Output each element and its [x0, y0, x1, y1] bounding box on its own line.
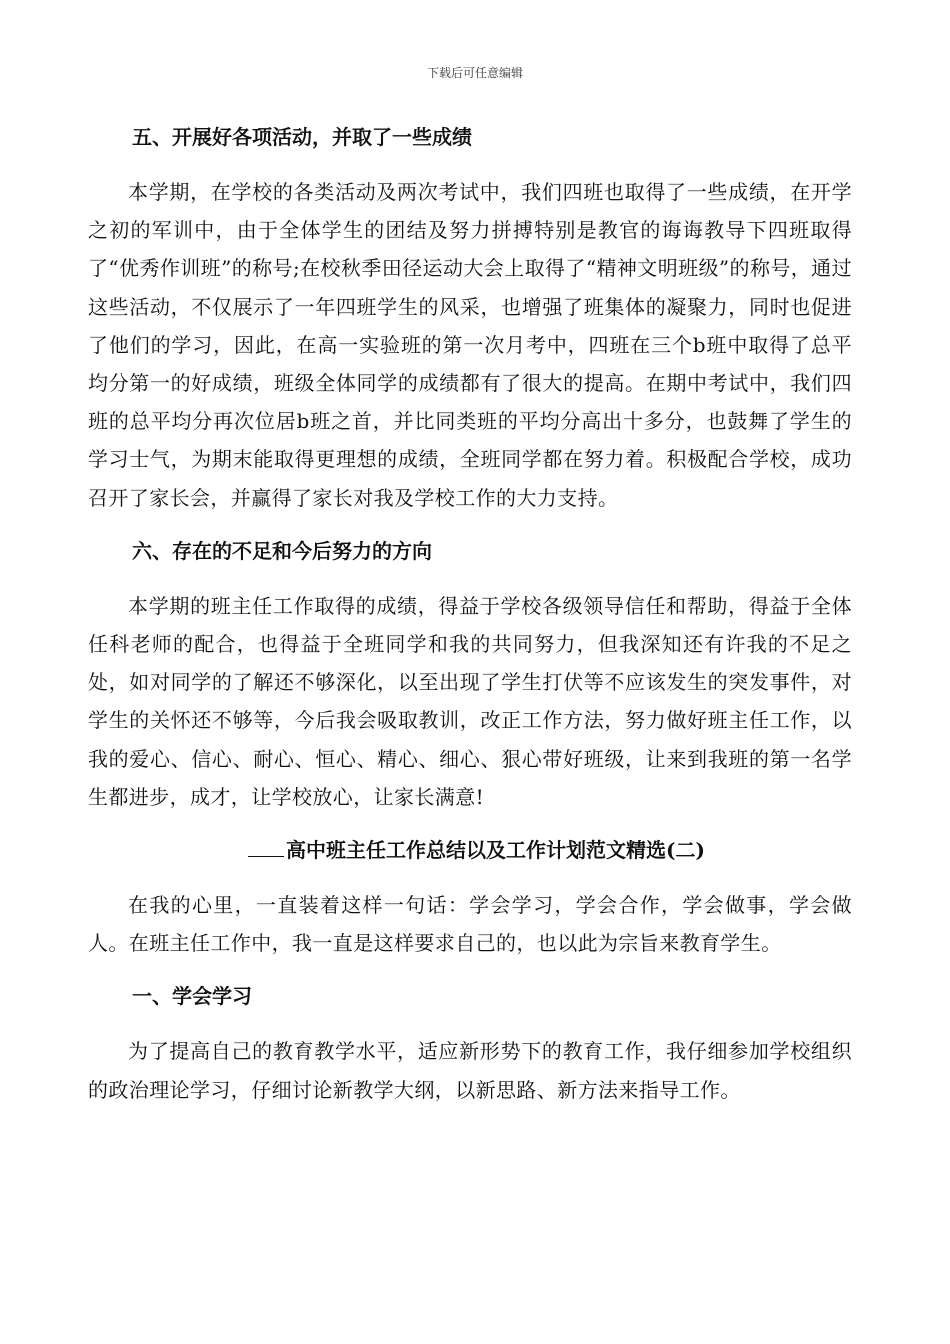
section-5-heading: 五、开展好各项活动，并取了一些成绩	[132, 125, 472, 149]
section-5-paragraph: 本学期，在学校的各类活动及两次考试中，我们四班也取得了一些成绩，在开学之初的军训中，由于全体学生的团结及努力拼搏特别是教官的诲诲教导下四班取得了“优秀作训班”的称号;在校秋季田径运动大会上取得了“精神文明班级”的称号，通过这些活动，不仅展示了一年四班学生的风采，也增强了班集体的凝聚力，同时也促进了他们的学习，因此，在高一实验班的第一次月考中，四班在三个b班中取得了总平均分第一的好成绩，班级全体同学的成绩都有了很大的提高。在期中考试中，我们四班的总平均分再次位居b班之首，并比同类班的平均分高出十多分，也鼓舞了学生的学习士气，为期末能取得更理想的成绩，全班同学都在努力着。积极配合学校，成功召开了家长会，并赢得了家长对我及学校工作的大力支持。	[88, 180, 852, 510]
section-1-heading: 一、学会学习	[132, 984, 252, 1009]
document-title-2	[88, 831, 852, 869]
section-6-heading: 六、存在的不足和今后努力的方向	[132, 538, 432, 563]
document-body	[88, 118, 852, 1109]
spacer	[88, 869, 852, 886]
section-6-paragraph: 本学期的班主任工作取得的成绩，得益于学校各级领导信任和帮助，得益于全体任科老师的配合，也得益于全班同学和我的共同努力，但我深知还有许我的不足之处，如对同学的了解还不够深化，以至出现了学生打伏等不应该发生的突发事件，对学生的关怀还不够等，今后我会吸取教训，改正工作方法，努力做好班主任工作，以我的爱心、信心、耐心、恒心、精心、细心、狠心带好班级，让来到我班的第一名学生都进步，成才，让学校放心，让家长满意!	[88, 593, 852, 809]
page-header: 下载后可任意编辑	[426, 66, 523, 80]
spacer	[88, 962, 852, 977]
spacer	[88, 156, 852, 173]
document-title-2-text: 高中班主任工作总结以及工作计划范文精选(二)	[286, 838, 705, 863]
spacer	[88, 816, 852, 831]
intro-paragraph: 在我的心里，一直装着这样一句话：学会学习，学会合作，学会做事，学会做人。在班主任工作中，我一直是这样要求自己的，也以此为宗旨来教育学生。	[88, 893, 852, 956]
blank-underline	[248, 838, 284, 857]
spacer	[88, 1015, 852, 1032]
spacer	[88, 517, 852, 532]
section-1-paragraph: 为了提高自己的教育教学水平，适应新形势下的教育工作，我仔细参加学校组织的政治理论学习，仔细讨论新教学大纲，以新思路、新方法来指导工作。	[88, 1039, 852, 1102]
spacer	[88, 570, 852, 587]
